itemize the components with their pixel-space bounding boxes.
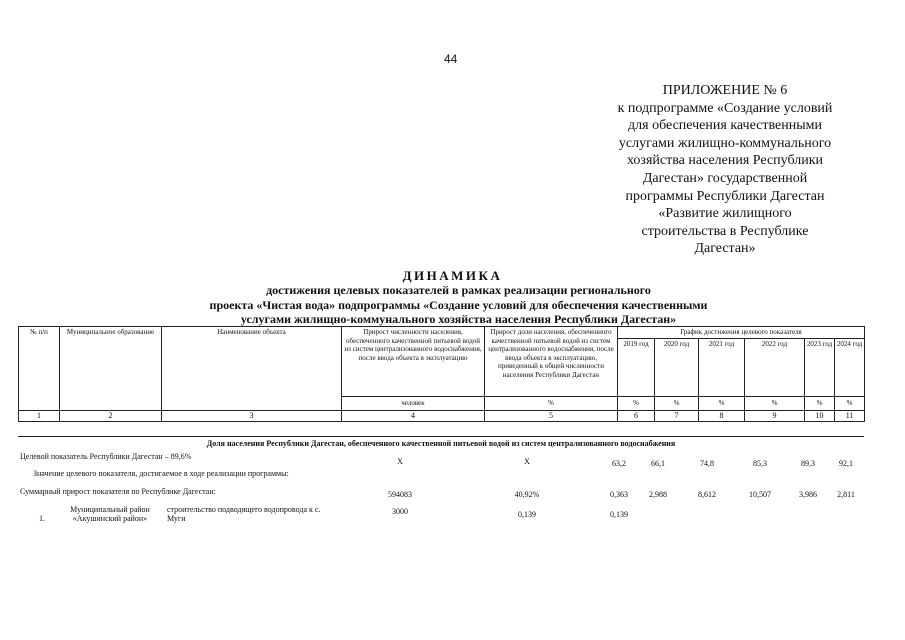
heading-line: достижения целевых показателей в рамках реализации регионального: [266, 283, 651, 297]
sum-value-2023: 3,986: [799, 490, 817, 499]
header-municipality: Муниципальное образование: [60, 327, 162, 411]
item-people: 3000: [392, 507, 408, 516]
item-municipality: Муниципальный район «Акушинский район»: [70, 505, 150, 523]
unit-percent: %: [655, 396, 699, 410]
heading-line: услугами жилищно-коммунального хозяйства населения Республики Дагестан»: [240, 312, 677, 326]
target-value-2020: 66,1: [651, 459, 665, 468]
column-number: 1: [19, 410, 60, 421]
sum-share: 40,92%: [514, 490, 540, 499]
column-number: 8: [699, 410, 745, 421]
appendix-line: для обеспечения качественными: [628, 118, 822, 134]
target-value-2019: 63,2: [612, 459, 626, 468]
unit-percent: %: [835, 396, 865, 410]
header-object: Наименование объекта: [162, 327, 342, 411]
sum-value-2021: 8,612: [698, 490, 716, 499]
unit-people: человек: [342, 396, 485, 410]
item-object: строительство подводящего водопровода к с. Муги: [167, 505, 321, 523]
header-year: 2024 год: [835, 338, 865, 396]
header-growth-share: Прирост доли населения, обеспеченного качественной питьевой водой из систем централизованного водоснабжения, после ввода объекта в эксплуатацию, приведенный к общей численности населения Республики Дагестан: [485, 327, 618, 397]
appendix-line: «Развитие жилищного: [658, 206, 792, 222]
column-number: 2: [60, 410, 162, 421]
target-value-2024: 92,1: [839, 459, 853, 468]
appendix-line: услугами жилищно-коммунального: [618, 135, 832, 151]
document-heading: [0, 268, 905, 327]
sum-value-2020: 2,988: [649, 490, 667, 499]
appendix-line: Дагестан»: [694, 241, 756, 257]
indicator-table: [18, 326, 865, 422]
item-value-2019: 0,139: [610, 510, 628, 519]
header-schedule: График достижения целевого показателя: [618, 327, 865, 339]
target-label: Целевой показатель Республики Дагестан – 89,6%: [20, 452, 192, 461]
target-value-2021: 74,8: [700, 459, 714, 468]
target-value-2023: 89,3: [801, 459, 815, 468]
appendix-line: программы Республики Дагестан: [625, 188, 825, 204]
header-year: 2023 год: [805, 338, 835, 396]
column-number: 10: [805, 410, 835, 421]
target-x-people: Х: [397, 457, 403, 466]
sum-people: 594083: [388, 490, 412, 499]
heading-line: проекта «Чистая вода» подпрограммы «Создание условий для обеспечения качественными: [209, 297, 708, 312]
header-year: 2019 год: [618, 338, 655, 396]
header-year: 2020 год: [655, 338, 699, 396]
header-year: 2021 год: [699, 338, 745, 396]
target-x-share: Х: [524, 457, 530, 466]
sum-value-2024: 2,811: [837, 490, 855, 499]
column-number: 6: [618, 410, 655, 421]
column-number: 3: [162, 410, 342, 421]
appendix-line: хозяйства населения Республики: [626, 153, 824, 169]
item-num: 1.: [39, 514, 45, 523]
heading-title: ДИНАМИКА: [402, 268, 503, 283]
column-number: 11: [835, 410, 865, 421]
header-growth-people: Прирост численности населения, обеспеченного качественной питьевой водой из систем централизованного водоснабжения, после ввода объекта в эксплуатацию: [342, 327, 485, 397]
column-number: 7: [655, 410, 699, 421]
column-number: 4: [342, 410, 485, 421]
divider: [18, 436, 864, 437]
page-number: 44: [444, 52, 458, 66]
appendix-line: строительства в Республике: [641, 223, 809, 239]
target-value-2022: 85,3: [753, 459, 767, 468]
sum-value-2019: 0,363: [610, 490, 628, 499]
unit-percent: %: [805, 396, 835, 410]
unit-percent: %: [699, 396, 745, 410]
header-year: 2022 год: [745, 338, 805, 396]
appendix-line: ПРИЛОЖЕНИЕ № 6: [662, 83, 788, 98]
sum-label: Суммарный прирост показателя по Республике Дагестан:: [20, 487, 216, 496]
unit-percent: %: [485, 396, 618, 410]
unit-percent: %: [618, 396, 655, 410]
column-number: 5: [485, 410, 618, 421]
header-num: № п/п: [19, 327, 60, 411]
target-value-label: Значение целевого показателя, достигаемое в ходе реализации программы:: [33, 469, 289, 478]
appendix-caption: [585, 82, 865, 258]
unit-percent: %: [745, 396, 805, 410]
sum-value-2022: 10,507: [749, 490, 771, 499]
appendix-line: Дагестан» государственной: [642, 170, 808, 186]
appendix-line: к подпрограмме «Создание условий: [617, 100, 833, 116]
column-number: 9: [745, 410, 805, 421]
item-share: 0,139: [518, 510, 536, 519]
section-title: Доля населения Республики Дагестан, обеспеченного качественной питьевой водой из систем централизованного водоснабжения: [206, 439, 676, 448]
